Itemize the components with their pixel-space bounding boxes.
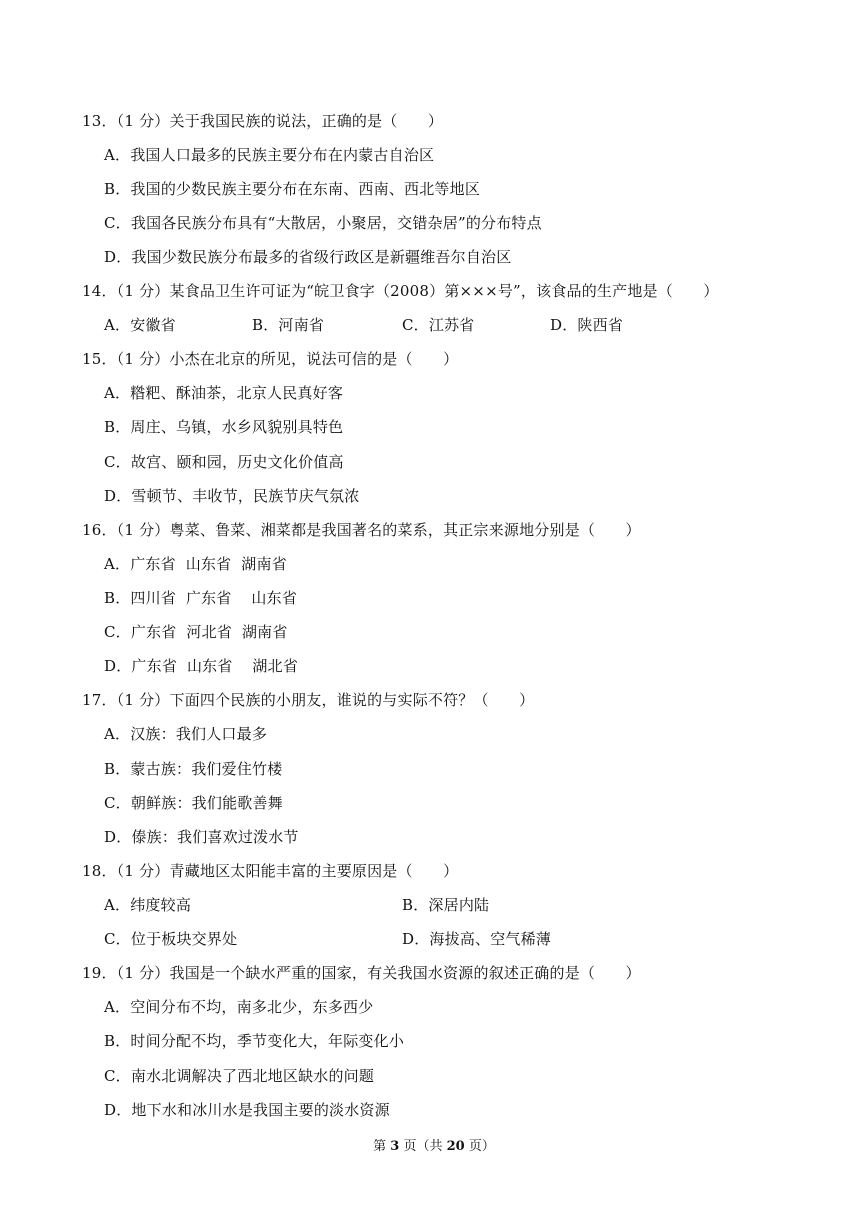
question-16-option-a: A．广东省 山东省 湖南省	[104, 555, 287, 573]
question-15-stem: 15．（1 分）小杰在北京的所见，说法可信的是（ ）	[82, 350, 459, 368]
question-19-option-b: B．时间分配不均，季节变化大，年际变化小	[104, 1032, 405, 1050]
question-18-stem: 18．（1 分）青藏地区太阳能丰富的主要原因是（ ）	[82, 862, 459, 880]
question-19-option-d: D．地下水和冰川水是我国主要的淡水资源	[104, 1101, 390, 1119]
footer-page-number: 3	[390, 1139, 400, 1154]
question-14-option-c: C．江苏省	[402, 316, 475, 334]
question-17-option-c: C．朝鲜族：我们能歌善舞	[104, 794, 283, 812]
question-19-option-a: A．空间分布不均，南多北少，东多西少	[104, 998, 374, 1016]
question-13-option-a: A．我国人口最多的民族主要分布在内蒙古自治区	[104, 146, 435, 164]
question-16-stem: 16．（1 分）粤菜、鲁菜、湘菜都是我国著名的菜系，其正宗来源地分别是（ ）	[82, 521, 641, 539]
page-footer	[0, 1138, 868, 1156]
question-15-option-d: D．雪顿节、丰收节，民族节庆气氛浓	[104, 487, 360, 505]
question-19-stem: 19．（1 分）我国是一个缺水严重的国家，有关我国水资源的叙述正确的是（ ）	[82, 964, 641, 982]
question-19-option-c: C．南水北调解决了西北地区缺水的问题	[104, 1067, 375, 1085]
question-16-option-c: C．广东省 河北省 湖南省	[104, 623, 288, 641]
question-14-option-d: D．陕西省	[550, 316, 624, 334]
question-13-option-b: B．我国的少数民族主要分布在东南、西南、西北等地区	[104, 180, 481, 198]
question-13-option-d: D．我国少数民族分布最多的省级行政区是新疆维吾尔自治区	[104, 248, 512, 266]
question-15-option-a: A．糌粑、酥油茶，北京人民真好客	[104, 384, 344, 402]
question-18-option-b: B．深居内陆	[402, 896, 490, 914]
question-14-option-a: A．安徽省	[104, 316, 176, 334]
question-17-option-d: D．傣族：我们喜欢过泼水节	[104, 828, 299, 846]
question-17-option-a: A．汉族：我们人口最多	[104, 725, 268, 743]
question-17-option-b: B．蒙古族：我们爱住竹楼	[104, 760, 283, 778]
question-13-stem: 13．（1 分）关于我国民族的说法，正确的是（ ）	[82, 112, 444, 130]
question-18-option-a: A．纬度较高	[104, 896, 192, 914]
footer-suffix: 页）	[464, 1139, 495, 1154]
question-14-stem: 14．（1 分）某食品卫生许可证为“皖卫食字（2008）第×××号”，该食品的生产地是（ ）	[82, 282, 719, 300]
footer-total-pages: 20	[446, 1139, 465, 1154]
question-16-option-d: D．广东省 山东省 湖北省	[104, 657, 299, 675]
question-16-option-b: B．四川省 广东省 山东省	[104, 589, 298, 607]
question-13-option-c: C．我国各民族分布具有“大散居，小聚居，交错杂居”的分布特点	[104, 214, 542, 232]
footer-prefix: 第	[373, 1139, 391, 1154]
question-17-stem: 17．（1 分）下面四个民族的小朋友，谁说的与实际不符？（ ）	[82, 691, 535, 709]
question-14-option-b: B．河南省	[252, 316, 325, 334]
question-18-option-c: C．位于板块交界处	[104, 930, 238, 948]
footer-middle: 页（共	[399, 1139, 447, 1154]
question-15-option-b: B．周庄、乌镇，水乡风貌别具特色	[104, 418, 344, 436]
question-15-option-c: C．故宫、颐和园，历史文化价值高	[104, 453, 344, 471]
question-18-option-d: D．海拔高、空气稀薄	[402, 930, 552, 948]
